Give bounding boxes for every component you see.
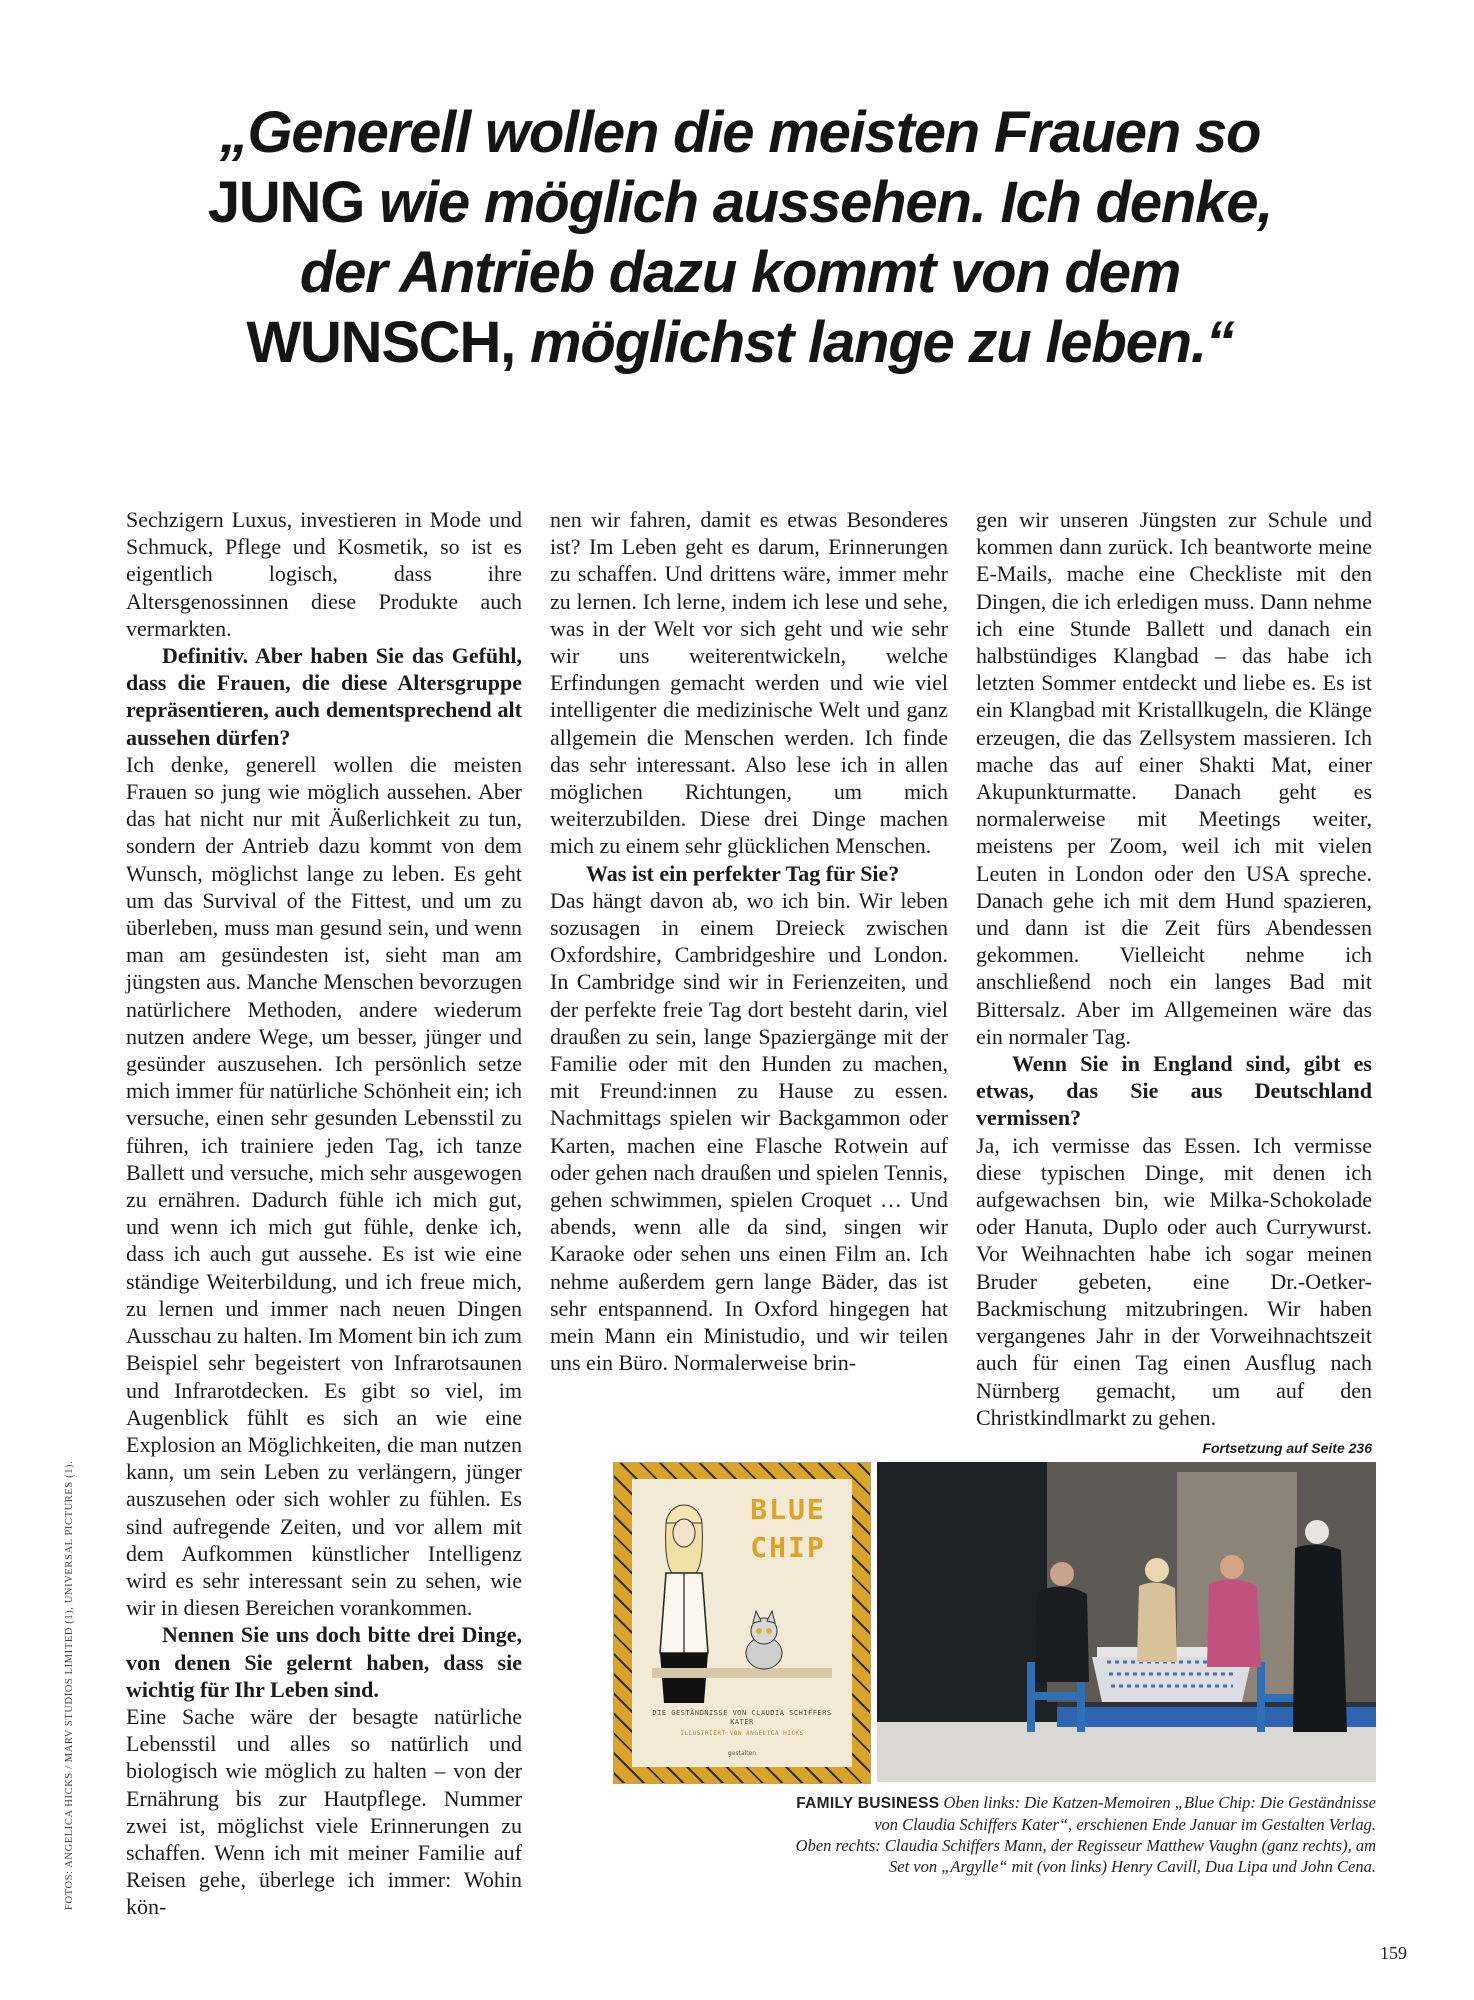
interview-question: Was ist ein perfekter Tag für Sie?: [586, 860, 900, 886]
pull-quote-line-2-rest: wie möglich aussehen. Ich denke,: [364, 170, 1273, 235]
photo-caption: [620, 1792, 1376, 1877]
page-number: 159: [1380, 1943, 1407, 1963]
book-title-line-1: BLUE: [750, 1493, 826, 1526]
answer-text: Ja, ich vermisse das Essen. Ich vermisse diese typischen Dinge, mit denen ich aufgewachsen bin, wie Milka-Schokolade oder Hanuta, Duplo oder auch Currywurst. Vor Weihnachten habe ich sogar meinen Bruder gebeten, eine Dr.-Oetker-Backmischung mitzubringen. Wir haben vergangenes Jahr in der Vorweihnachtszeit auch für einen Tag einen Ausflug nach Nürnberg gemacht, um auf den Christkindlmarkt zu gehen.: [976, 1132, 1372, 1430]
pull-quote-line-4: [140, 308, 1340, 378]
caption-line-2: von Claudia Schiffers Kater“, erschienen Ende Januar im Gestalten Verlag.: [874, 1815, 1376, 1834]
book-cover-image: [613, 1462, 871, 1784]
article-column-2: [550, 506, 948, 1377]
book-publisher: gestalten: [727, 1750, 757, 1757]
pull-quote-caps-wunsch: WUNSCH,: [246, 310, 516, 375]
caption-heading: FAMILY BUSINESS: [796, 1795, 940, 1812]
answer-paragraph: Ich denke, generell wollen die meisten Frauen so jung wie möglich aussehen. Aber das hat nicht nur mit Äußerlichkeit zu tun, sondern der Antrieb dazu kommt von dem Wunsch, möglichst lange zu leben. Es geht um das Survival of the Fittest, und um zu überleben, muss man gesund sein, und wenn man am gesündesten ist, sieht man am jüngsten aus. Manche Menschen bevorzugen natürlichere Methoden, andere wiederum nutzen andere Wege, um besser, jünger und gesünder auszusehen. Ich persönlich setze mich immer für natürliche Schönheit ein; ich versuche, einen sehr gesunden Lebensstil zu führen, ich trainiere jeden Tag, ich tanze Ballett und versuche, mich sehr ausgewogen zu ernähren. Dadurch fühle ich mich gut, und wenn ich mich gut fühle, denke ich, dass ich auch gut aussehe. Es ist wie eine ständige Weiterbildung, und ich freue mich, zu lernen und immer nach neuen Dingen Ausschau zu halten. Im Moment bin ich zum Beispiel sehr begeistert von Infrarotsaunen und Infrarotdecken. Es gibt so viel, im Augenblick fühlt es sich an wie eine Explosion an Möglichkeiten, die man nutzen kann, um sein Leben zu verlängern, jünger auszusehen oder sich wohler zu fühlen. Es sind aufregende Zeiten, und vor allem mit dem Aufkommen künstlicher Intelligenz wird es sehr interessant sein zu sehen, wie wir in diesen Bereichen vorankommen.: [126, 751, 522, 1621]
pull-quote-line-1: „Generell wollen die meisten Frauen so: [219, 100, 1261, 165]
caption-line-3: Oben rechts: Claudia Schiffers Mann, der Regisseur Matthew Vaughn (ganz rechts), am: [795, 1836, 1376, 1855]
continuation-link[interactable]: Fortsetzung auf Seite 236: [1202, 1439, 1372, 1456]
answer-paragraph: Das hängt davon ab, wo ich bin. Wir leben sozusagen in einem Dreieck zwischen Oxfordshire, Cambridgeshire und London. In Cambridge sind wir in Ferienzeiten, und der perfekte freie Tag dort besteht darin, viel draußen zu sein, lange Spaziergänge mit der Familie oder mit den Hunden zu machen, mit Freund:innen zu Hause zu essen. Nachmittags spielen wir Backgammon oder Karten, machen eine Flasche Rotwein auf oder gehen nach draußen und spielen Tennis, gehen schwimmen, spielen Croquet … Und abends, wenn alle da sind, singen wir Karaoke oder sehen uns einen Film an. Ich nehme außerdem gern lange Bäder, das ist sehr entspannend. In Oxford hingegen hat mein Mann ein Ministudio, und wir teilen uns ein Büro. Normalerweise brin-: [550, 887, 948, 1376]
article-column-1: [126, 506, 522, 1921]
pull-quote: [140, 98, 1340, 378]
answer-paragraph: [976, 1132, 1372, 1456]
pull-quote-line-2: [140, 168, 1340, 238]
answer-paragraph: nen wir fahren, damit es etwas Besonderes ist? Im Leben geht es darum, Erinnerungen zu schaffen. Und drittens wäre, immer mehr zu lernen. Ich lerne, indem ich lese und sehe, was in der Welt vor sich geht und wie sehr wir uns weiterentwickeln, welche Erfindungen gemacht werden und wie viel intelligenter die medizinische Welt und ganz allgemein die Menschen werden. Ich finde das sehr interessant. Also lese ich in allen möglichen Richtungen, um mich weiterzubilden. Diese drei Dinge machen mich zu einem sehr glücklichen Menschen.: [550, 507, 948, 859]
article-column-3: [976, 506, 1372, 1462]
caption-line-1: [620, 1792, 1376, 1814]
pull-quote-line-3: der Antrieb dazu kommt von dem: [299, 240, 1181, 305]
interview-question: Nennen Sie uns doch bitte drei Dinge, von denen Sie gelernt haben, dass sie wichtig für Ihr Leben sind.: [126, 1622, 522, 1702]
book-illustrator: ILLUSTRIERT VON ANGELICA HICKS: [680, 1730, 804, 1737]
film-set-photo: [877, 1462, 1376, 1782]
interview-question: Wenn Sie in England sind, gibt es etwas, das Sie aus Deutschland vermissen?: [976, 1051, 1372, 1131]
photo-credit: FOTOS: ANGELICA HICKS / MARV STUDIOS LIMITED (1), UNIVERSAL PICTURES (1).: [64, 1460, 75, 1910]
caption-line-4: Set von „Argylle“ mit (von links) Henry Cavill, Dua Lipa und John Cena.: [889, 1857, 1376, 1876]
interview-question: Definitiv. Aber haben Sie das Gefühl, dass die Frauen, die diese Altersgruppe repräsentieren, auch dementsprechend alt aussehen dürfen?: [126, 643, 522, 750]
answer-paragraph: Sechzigern Luxus, investieren in Mode und Schmuck, Pflege und Kosmetik, so ist es eigentlich logisch, dass ihre Altersgenossinnen diese Produkte auch vermarkten.: [126, 507, 522, 641]
pull-quote-caps-jung: JUNG: [207, 170, 365, 235]
caption-text-1: Oben links: Die Katzen-Memoiren „Blue Chip: Die Geständnisse: [939, 1793, 1376, 1812]
pull-quote-line-4-rest: möglichst lange zu leben.“: [515, 310, 1234, 375]
cafe-scene-illustration: [877, 1462, 1376, 1782]
woman-and-cat-illustration: [644, 1503, 844, 1703]
book-title-line-2: CHIP: [750, 1531, 826, 1564]
book-subtitle: DIE GESTÄNDNISSE VON CLAUDIA SCHIFFERS KATER: [652, 1709, 832, 1726]
answer-paragraph: gen wir unseren Jüngsten zur Schule und kommen dann zurück. Ich beantworte meine E-Mails, mache eine Checkliste mit den Dingen, die ich erledigen muss. Dann nehme ich eine Stunde Ballett und danach ein halbstündiges Klangbad – das habe ich letzten Sommer entdeckt und liebe es. Es ist ein Klangbad mit Kristallkugeln, die Klänge erzeugen, die das Zellsystem massieren. Ich mache das auf einer Shakti Mat, einer Akupunkturmatte. Danach geht es normalerweise mit Meetings weiter, meistens per Zoom, weil ich mit vielen Leuten in London oder den USA spreche. Danach gehe ich mit dem Hund spazieren, und dann ist die Zeit fürs Abendessen gekommen. Vielleicht nehme ich anschließend noch ein langes Bad mit Bittersalz. Aber im Allgemeinen wäre das ein normaler Tag.: [976, 507, 1372, 1049]
answer-paragraph: Eine Sache wäre der besagte natürliche Lebensstil und alles so natürlich und biologisch wie möglich zu halten – von der Ernährung bis zur Hautpflege. Nummer zwei ist, möglichst viele Erinnerungen zu schaffen. Wenn ich mit meiner Familie auf Reisen gehe, überlege ich immer: Wohin kön-: [126, 1703, 522, 1920]
